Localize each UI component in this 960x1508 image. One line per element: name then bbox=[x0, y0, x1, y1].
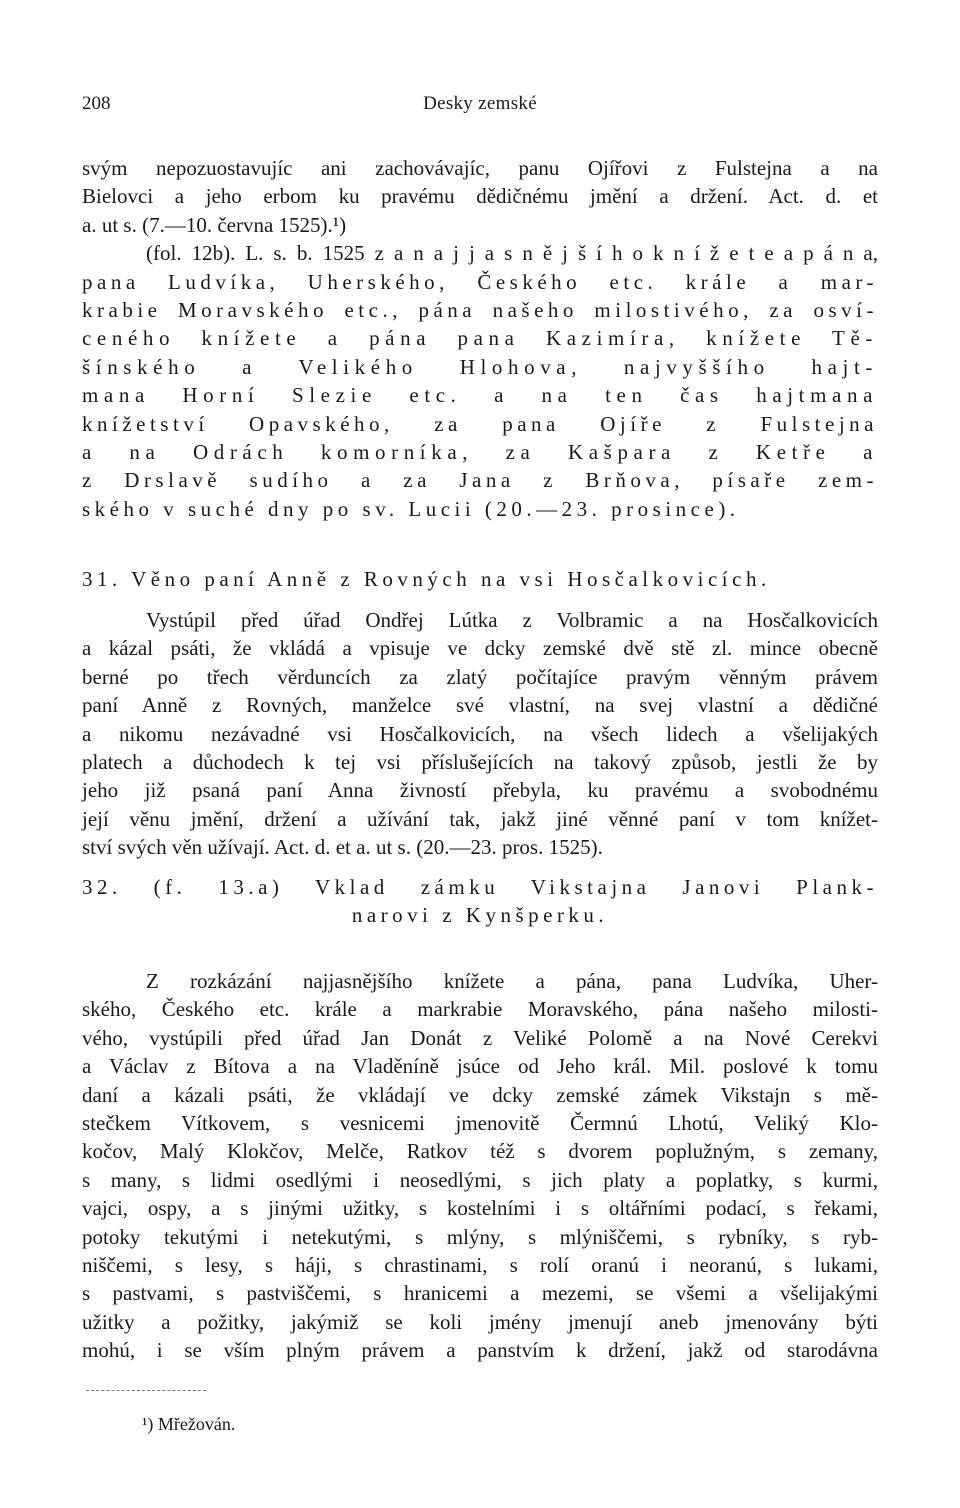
text-line: pana Ludvíka, Uherského, Českého etc. krále a mar- bbox=[82, 269, 878, 294]
text-line: s many, s lidmi osedlými i neosedlými, s jich platy a poplatky, s kurmi, bbox=[82, 1167, 878, 1192]
section-31-heading bbox=[82, 565, 878, 593]
text-line: ského v suché dny po sv. Lucii (20.—23. prosince). bbox=[82, 496, 740, 521]
text-line: Bielovci a jeho erbom ku pravému dědičnému jmění a držení. Act. d. et bbox=[82, 184, 878, 209]
text-line: s pastvami, s pastviščemi, s hranicemi a mezemi, se všemi a všelijakými bbox=[82, 1281, 878, 1306]
text-line: vajci, ospy, a s jinými užitky, s kostelními i s oltářními podací, s řekami, bbox=[82, 1196, 878, 1221]
text-line: niščemi, s lesy, s háji, s chrastinami, s rolí oranú i neoranú, s lukami, bbox=[82, 1252, 878, 1277]
text-line: platech a důchodech k tej vsi příslušejících na takový způsob, jestli že by bbox=[82, 749, 878, 774]
text-line: a na Odrách komorníka, za Kašpara z Ketře a bbox=[82, 439, 878, 464]
page-number: 208 bbox=[82, 93, 111, 114]
text-line: a kázal psáti, že vkládá a vpisuje ve dcky zemské dvě stě zl. mince obecně bbox=[82, 636, 878, 661]
text-line: šínského a Velikého Hlohova, najvyššího hajt- bbox=[82, 354, 878, 379]
text-line: mohú, i se vším plným právem a panstvím k držení, jakž od starodávna bbox=[82, 1338, 878, 1363]
section-heading: 31. Věno paní Anně z Rovných na vsi Hosčalkovicích. bbox=[82, 567, 771, 591]
text-line: daní a kázali psáti, že vkládají ve dcky zemské zámek Vikstajn s mě- bbox=[82, 1082, 878, 1107]
text-line: Z rozkázání najjasnějšího knížete a pána, pana Ludvíka, Uher- bbox=[146, 969, 878, 993]
running-title: Desky zemské bbox=[423, 93, 537, 114]
text-line: mana Horní Slezie etc. a na ten čas hajtmana bbox=[82, 383, 878, 408]
text-line: kočov, Malý Klokčov, Melče, Ratkov též s dvorem poplužným, s zemany, bbox=[82, 1139, 878, 1164]
text-line: svým nepozuostavujíc ani zachovávajíc, panu Ojířovi z Fulstejna a na bbox=[82, 156, 878, 180]
section-32-heading bbox=[82, 873, 878, 930]
text-line: Vystúpil před úřad Ondřej Lútka z Volbramic a na Hosčalkovicích bbox=[146, 608, 878, 632]
footnote-divider bbox=[86, 1390, 206, 1391]
text-line: z Drslavě sudího a za Jana z Brňova, písaře zem- bbox=[82, 468, 878, 493]
text-line: vého, vystúpili před úřad Jan Donát z Veliké Polomě a na Nové Cerekvi bbox=[82, 1025, 878, 1050]
section-31-text bbox=[82, 606, 878, 862]
footnote: ¹) Mřežován. bbox=[142, 1414, 236, 1434]
text-line: a nikomu nezávadné vsi Hosčalkovicích, na všech lidech a všelijakých bbox=[82, 721, 878, 746]
text-line: ství svých věn užívají. Act. d. et a. ut s. (20.—23. pros. 1525). bbox=[82, 835, 603, 860]
text-line: ceného knížete a pána pana Kazimíra, knížete Tě- bbox=[82, 326, 878, 351]
text-line: její věnu jmění, držení a užívání tak, jakž jiné věnné paní v tom knížet- bbox=[82, 806, 878, 831]
text-line: a. ut s. (7.—10. června 1525).¹) bbox=[82, 212, 347, 237]
text-line: a Václav z Bítova a na Vladěníně jsúce od Jeho král. Mil. poslové k tomu bbox=[82, 1054, 878, 1079]
section-heading: narovi z Kynšperku. bbox=[351, 903, 609, 928]
section-32-text bbox=[82, 967, 878, 1364]
text-line: paní Anně z Rovných, manželce své vlastní, na svej vlastní a dědičné bbox=[82, 693, 878, 718]
text-line: jeho již psaná paní Anna živností přebyla, ku pravému a svobodnému bbox=[82, 778, 878, 803]
text-line: potoky tekutými i netekutými, s mlýny, s mlýniščemi, s rybníky, s ryb- bbox=[82, 1224, 878, 1249]
text-line: (fol. 12b). L. s. b. 1525 z a n a j j a s n ě j š í h o k n í ž e t e a p á n a, bbox=[146, 241, 878, 266]
text-line: stečkem Vítkovem, s vesnicemi jmenovitě Čermnú Lhotú, Veliký Klo- bbox=[82, 1110, 878, 1135]
page-header bbox=[82, 93, 878, 117]
text-line: berné po třech věrduncích za zlatý počítajíce pravým věnným právem bbox=[82, 664, 878, 689]
text-line: užitky a požitky, jakýmiž se koli jmény jmenují aneb jmenovány býti bbox=[82, 1309, 878, 1334]
text-line: ského, Českého etc. krále a markrabie Moravského, pána našeho milosti- bbox=[82, 997, 878, 1022]
text-line: knížetství Opavského, za pana Ojíře z Fulstejna bbox=[82, 411, 878, 436]
section-30-text bbox=[82, 154, 878, 523]
section-heading: 32. (f. 13.a) Vklad zámku Vikstajna Janovi Plank- bbox=[82, 875, 878, 899]
text-line: krabie Moravského etc., pána našeho milostivého, za osví- bbox=[82, 297, 878, 322]
